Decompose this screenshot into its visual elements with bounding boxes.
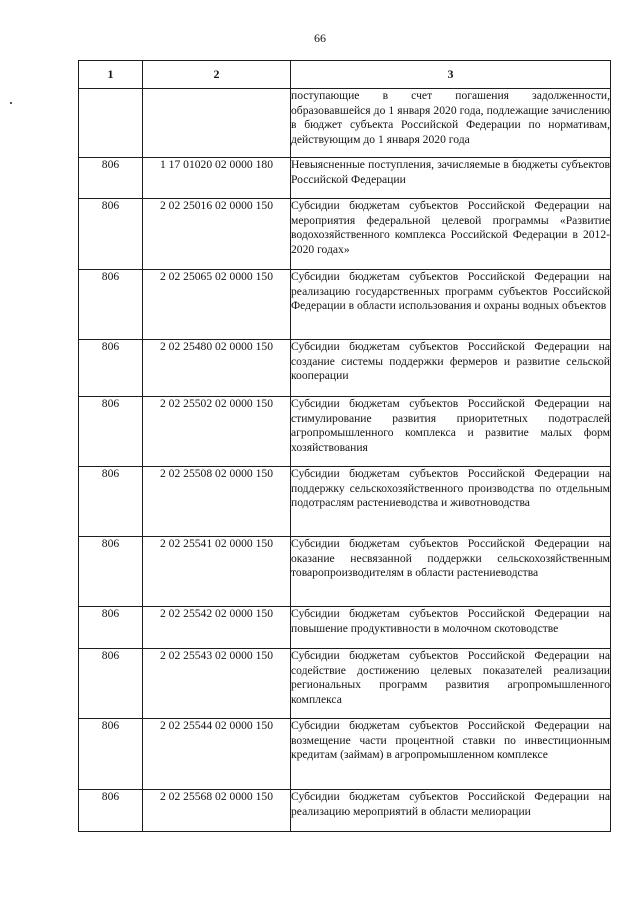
income-description-cell: Невыясненные поступления, зачисляемые в бюджеты субъектов Российской Федерации [291,158,611,199]
income-description-cell: Субсидии бюджетам субъектов Российской Федерации на поддержку сельскохозяйственного производства по отдельным подотраслям растениеводства и животноводства [291,467,611,537]
income-description-cell: Субсидии бюджетам субъектов Российской Федерации на создание системы поддержки фермеров и развитие сельской кооперации [291,340,611,397]
income-code-cell: 1 17 01020 02 0000 180 [143,158,291,199]
column-header-2: 2 [143,61,291,89]
table-row [79,158,611,199]
income-code-cell: 2 02 25508 02 0000 150 [143,467,291,537]
table-row [79,199,611,270]
income-description-cell: поступающие в счет погашения задолженности, образовавшейся до 1 января 2020 года, подлежащие зачислению в бюджет субъекта Российской Федерации по нормативам, действующим до 1 января 2020 года [291,89,611,158]
admin-code-cell [79,89,143,158]
income-code-cell: 2 02 25480 02 0000 150 [143,340,291,397]
admin-code-cell: 806 [79,397,143,467]
income-description-cell: Субсидии бюджетам субъектов Российской Федерации на реализацию государственных программ субъектов Российской Федерации в области использования и охраны водных объектов [291,270,611,340]
table-row [79,719,611,790]
income-code-cell: 2 02 25543 02 0000 150 [143,649,291,719]
table-row [79,537,611,607]
income-description-cell: Субсидии бюджетам субъектов Российской Федерации на мероприятия федеральной целевой программы «Развитие водохозяйственного комплекса Российской Федерации в 2012-2020 годах» [291,199,611,270]
table-row [79,467,611,537]
admin-code-cell: 806 [79,790,143,832]
scan-speck [10,102,12,104]
income-description-cell: Субсидии бюджетам субъектов Российской Федерации на содействие достижению целевых показателей реализации региональных программ развития агропромышленного комплекса [291,649,611,719]
table-row [79,607,611,649]
table-header-row [79,61,611,89]
income-code-cell: 2 02 25544 02 0000 150 [143,719,291,790]
table-row [79,270,611,340]
table-row [79,89,611,158]
table-row [79,790,611,832]
admin-code-cell: 806 [79,649,143,719]
page-number: 66 [314,31,326,45]
income-description-cell: Субсидии бюджетам субъектов Российской Федерации на повышение продуктивности в молочном скотоводстве [291,607,611,649]
income-description-cell: Субсидии бюджетам субъектов Российской Федерации на оказание несвязанной поддержки сельскохозяйственным товаропроизводителям в области растениеводства [291,537,611,607]
income-code-cell: 2 02 25065 02 0000 150 [143,270,291,340]
admin-code-cell: 806 [79,607,143,649]
column-header-1: 1 [79,61,143,89]
income-code-cell: 2 02 25541 02 0000 150 [143,537,291,607]
income-code-cell: 2 02 25568 02 0000 150 [143,790,291,832]
income-code-cell: 2 02 25542 02 0000 150 [143,607,291,649]
admin-code-cell: 806 [79,340,143,397]
income-code-cell: 2 02 25502 02 0000 150 [143,397,291,467]
budget-classification-table [78,60,611,832]
income-description-cell: Субсидии бюджетам субъектов Российской Федерации на стимулирование развития приоритетных подотраслей агропромышленного комплекса и развитие малых форм хозяйствования [291,397,611,467]
income-description-cell: Субсидии бюджетам субъектов Российской Федерации на реализацию мероприятий в области мелиорации [291,790,611,832]
admin-code-cell: 806 [79,199,143,270]
income-code-cell: 2 02 25016 02 0000 150 [143,199,291,270]
table-row [79,340,611,397]
admin-code-cell: 806 [79,270,143,340]
admin-code-cell: 806 [79,537,143,607]
column-header-3: 3 [291,61,611,89]
admin-code-cell: 806 [79,158,143,199]
income-code-cell [143,89,291,158]
admin-code-cell: 806 [79,467,143,537]
table-row [79,397,611,467]
table-row [79,649,611,719]
admin-code-cell: 806 [79,719,143,790]
income-description-cell: Субсидии бюджетам субъектов Российской Федерации на возмещение части процентной ставки по инвестиционным кредитам (займам) в агропромышленном комплексе [291,719,611,790]
